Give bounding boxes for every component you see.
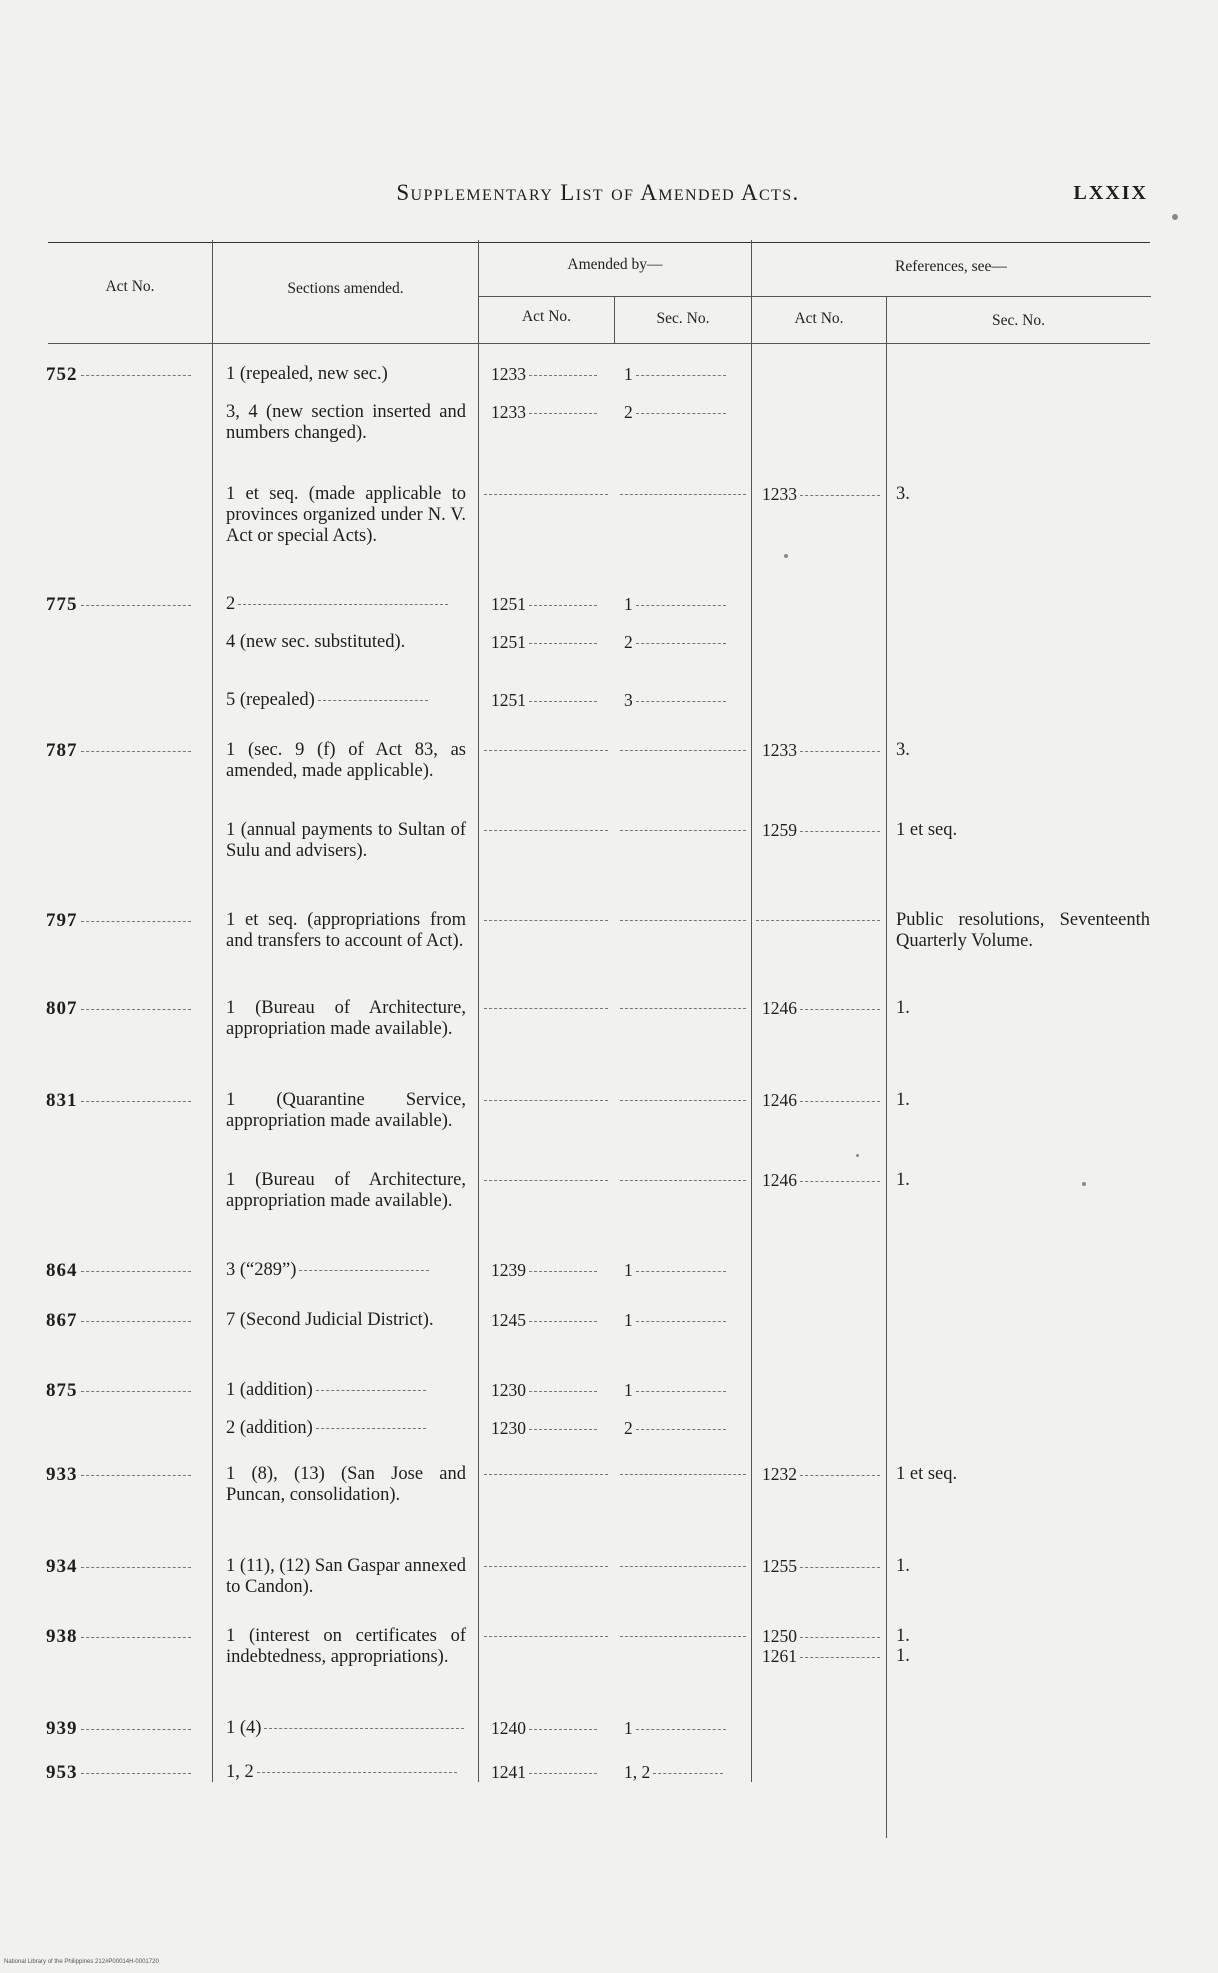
amended-act-no: 1251 — [491, 690, 611, 711]
sections-amended: 1 (8), (13) (San Jose and Puncan, consolidation). — [226, 1464, 466, 1505]
act-number: 787 — [46, 740, 208, 762]
column-divider — [886, 296, 887, 1838]
header-ref-act-no: Act No. — [794, 310, 844, 327]
header-amended-act-no: Act No. — [521, 308, 572, 325]
sections-amended: 1 (Bureau of Architecture, appropriation made available). — [226, 998, 466, 1039]
amended-sec-no: 1 — [624, 1380, 746, 1401]
scan-speck — [784, 554, 788, 558]
header-amended-sec-no: Sec. No. — [656, 310, 710, 327]
blank-leader — [484, 1636, 608, 1637]
header-act-no: Act No. — [105, 278, 155, 295]
blank-leader — [620, 1636, 746, 1637]
blank-leader — [620, 1566, 746, 1567]
sections-amended: 5 (repealed) — [226, 690, 466, 711]
ref-sec-no: 1. — [896, 1170, 910, 1190]
blank-leader — [484, 1180, 608, 1181]
amended-act-no: 1251 — [491, 594, 611, 615]
sections-amended: 1 et seq. (appropriations from and transfers to account of Act). — [226, 910, 466, 951]
act-number: 752 — [46, 364, 208, 386]
blank-leader — [484, 920, 608, 921]
amended-sec-no: 3 — [624, 690, 746, 711]
sections-amended: 2 (addition) — [226, 1418, 466, 1439]
scan-speck — [1082, 1182, 1086, 1186]
amended-sec-no: 2 — [624, 1418, 746, 1439]
ref-act-no: 1246 — [762, 1090, 882, 1111]
sections-amended: 1 (annual payments to Sultan of Sulu and advisers). — [226, 820, 466, 861]
sections-amended: 1, 2 — [226, 1762, 466, 1783]
sections-amended: 1 (4) — [226, 1718, 466, 1739]
sections-amended: 1 (sec. 9 (f) of Act 83, as amended, made applicable). — [226, 740, 466, 781]
blank-leader — [756, 920, 880, 921]
column-divider — [478, 240, 479, 1782]
act-number: 864 — [46, 1260, 208, 1282]
blank-leader — [484, 1100, 608, 1101]
sections-amended: 7 (Second Judicial District). — [226, 1310, 434, 1330]
amended-sec-no: 1 — [624, 364, 746, 385]
blank-leader — [484, 494, 608, 495]
amended-sec-no: 1 — [624, 1718, 746, 1739]
sections-amended: 1 et seq. (made applicable to provinces organized under N. V. Act or special Acts). — [226, 484, 466, 546]
top-rule — [48, 242, 1150, 243]
ref-act-no: 1233 — [762, 484, 882, 505]
sections-amended: 1 (interest on certificates of indebtedness, appropriations). — [226, 1626, 466, 1667]
sections-amended: 1 (repealed, new sec.) — [226, 364, 388, 384]
act-number: 797 — [46, 910, 208, 932]
sections-amended: 3, 4 (new section inserted and numbers changed). — [226, 402, 466, 443]
sections-amended: 4 (new sec. substituted). — [226, 632, 406, 652]
sections-amended: 1 (addition) — [226, 1380, 466, 1401]
act-number: 934 — [46, 1556, 208, 1578]
ref-act-no: 1261 — [762, 1646, 882, 1667]
blank-leader — [620, 750, 746, 751]
blank-leader — [620, 1100, 746, 1101]
act-number: 775 — [46, 594, 208, 616]
footer-caption: National Library of the Philippines 212#P00014H-0001720 — [4, 1959, 159, 1965]
ref-sec-no: 1. — [896, 1646, 910, 1666]
amended-act-no: 1245 — [491, 1310, 611, 1331]
sections-amended: 1 (Quarantine Service, appropriation made available). — [226, 1090, 466, 1131]
act-number: 939 — [46, 1718, 208, 1740]
amended-act-no: 1251 — [491, 632, 611, 653]
act-number: 875 — [46, 1380, 208, 1402]
ref-sec-no: 1 et seq. — [896, 1464, 958, 1484]
page-number: LXXIX — [1073, 182, 1148, 204]
act-number: 953 — [46, 1762, 208, 1784]
page-header — [48, 180, 1148, 216]
amended-sec-no: 2 — [624, 402, 746, 423]
ref-act-no: 1246 — [762, 1170, 882, 1191]
amended-sec-no: 1 — [624, 594, 746, 615]
blank-leader — [484, 1566, 608, 1567]
ref-sec-no: 1. — [896, 1626, 910, 1646]
header-sections-amended: Sections amended. — [287, 280, 404, 297]
blank-leader — [484, 1008, 608, 1009]
blank-leader — [620, 920, 746, 921]
page-title: Supplementary List of Amended Acts. — [396, 180, 800, 205]
amended-act-no: 1230 — [491, 1418, 611, 1439]
subheader-rule — [479, 296, 1151, 297]
ref-sec-no: 1 et seq. — [896, 820, 958, 840]
act-number: 933 — [46, 1464, 208, 1486]
blank-leader — [620, 1474, 746, 1475]
blank-leader — [484, 750, 608, 751]
amended-act-no: 1233 — [491, 364, 611, 385]
ref-act-no: 1232 — [762, 1464, 882, 1485]
ref-sec-no: Public resolutions, Seventeenth Quarterly Volume. — [896, 910, 1150, 951]
amended-sec-no: 1 — [624, 1260, 746, 1281]
header-ref-sec-no: Sec. No. — [992, 312, 1045, 329]
amended-act-no: 1239 — [491, 1260, 611, 1281]
ref-sec-no: 1. — [896, 1090, 910, 1110]
blank-leader — [620, 1008, 746, 1009]
ref-act-no: 1233 — [762, 740, 882, 761]
amended-act-no: 1240 — [491, 1718, 611, 1739]
column-divider — [751, 240, 752, 1782]
amended-act-no: 1241 — [491, 1762, 611, 1783]
header-amended-by: Amended by— — [567, 256, 663, 273]
sections-amended: 2 — [226, 594, 466, 615]
blank-leader — [620, 494, 746, 495]
blank-leader — [620, 830, 746, 831]
blank-leader — [620, 1180, 746, 1181]
header-bottom-rule — [48, 343, 1150, 344]
amended-sec-no: 1 — [624, 1310, 746, 1331]
ref-sec-no: 3. — [896, 740, 910, 760]
ref-sec-no: 1. — [896, 998, 910, 1018]
blank-leader — [484, 830, 608, 831]
blank-leader — [484, 1474, 608, 1475]
amended-sec-no: 2 — [624, 632, 746, 653]
act-number: 867 — [46, 1310, 208, 1332]
scan-speck — [856, 1154, 859, 1157]
sections-amended: 1 (11), (12) San Gaspar annexed to Candon). — [226, 1556, 466, 1597]
ref-act-no: 1259 — [762, 820, 882, 841]
act-number: 807 — [46, 998, 208, 1020]
act-number: 831 — [46, 1090, 208, 1112]
sections-amended: 3 (“289”) — [226, 1260, 466, 1281]
ref-act-no: 1255 — [762, 1556, 882, 1577]
amended-act-no: 1230 — [491, 1380, 611, 1401]
sections-amended: 1 (Bureau of Architecture, appropriation made available). — [226, 1170, 466, 1211]
ref-sec-no: 3. — [896, 484, 910, 504]
ref-sec-no: 1. — [896, 1556, 910, 1576]
column-divider — [212, 240, 213, 1782]
ref-act-no: 1246 — [762, 998, 882, 1019]
ref-act-no: 1250 — [762, 1626, 882, 1647]
amended-act-no: 1233 — [491, 402, 611, 423]
scan-speck — [1172, 214, 1178, 220]
amended-sec-no: 1, 2 — [624, 1762, 746, 1783]
header-references: References, see— — [895, 258, 1007, 275]
act-number: 938 — [46, 1626, 208, 1648]
